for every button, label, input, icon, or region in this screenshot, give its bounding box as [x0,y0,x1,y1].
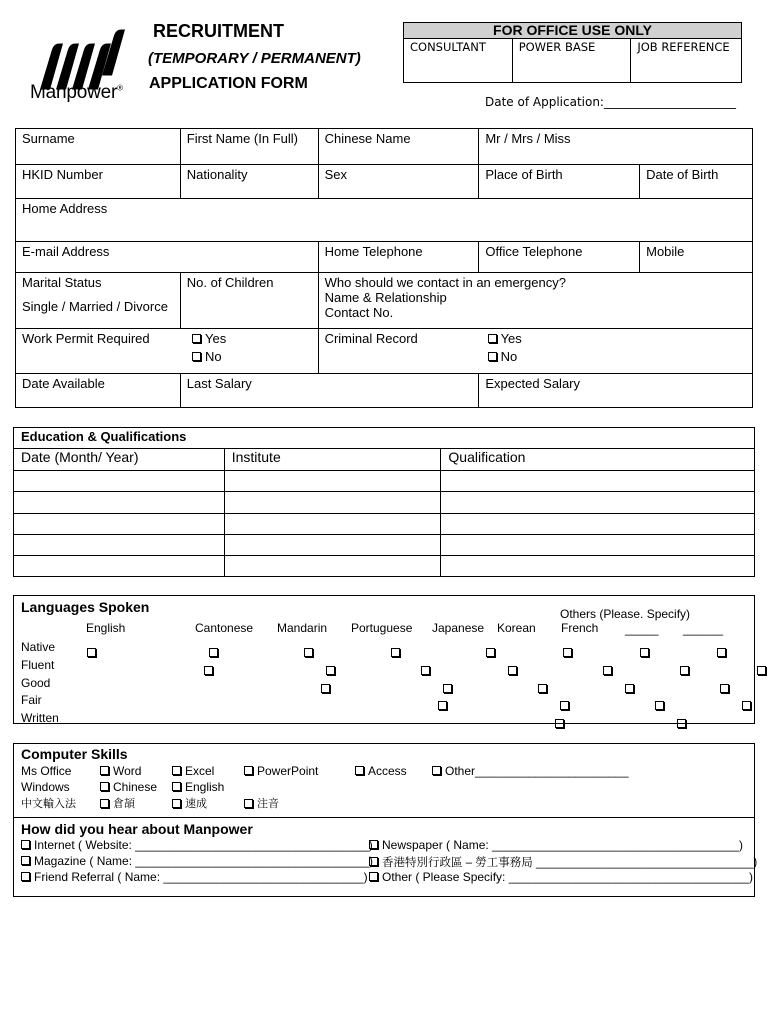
edu-cell[interactable] [224,534,441,555]
edu-cell[interactable] [441,471,755,492]
mobile-field[interactable]: Mobile [640,242,753,273]
language-level-1: Fluent [21,658,55,672]
language-col-0: English [86,621,126,635]
checkbox-icon[interactable] [100,766,109,775]
checkbox-icon[interactable] [438,701,447,710]
emergency-name-label: Name & Relationship [324,290,447,305]
office-consultant-field[interactable]: CONSULTANT [404,39,513,83]
checkbox-icon[interactable] [192,352,201,361]
checkbox-icon[interactable] [563,648,572,657]
title-field[interactable]: Mr / Mrs / Miss [479,129,753,165]
chinese-name-field[interactable]: Chinese Name [318,129,479,165]
checkbox-icon[interactable] [603,666,612,675]
edu-cell[interactable] [441,556,755,577]
checkbox-icon[interactable] [717,648,726,657]
checkbox-icon[interactable] [304,648,313,657]
language-col-3: Portuguese [351,621,413,635]
checkbox-icon[interactable] [100,782,109,791]
form-title: RECRUITMENT [153,21,284,41]
criminal-no[interactable]: No [488,348,522,366]
checkbox-icon[interactable] [677,719,686,728]
emergency-label: Who should we contact in an emergency? [324,275,566,290]
language-level-3: Fair [21,693,42,707]
language-col-4: Japanese [432,621,485,635]
edu-cell[interactable] [441,513,755,534]
brand-name: Manpower® [30,82,123,103]
computer-skills-title: Computer Skills [21,746,128,762]
hear-magazine[interactable]: Magazine ( Name: ___________________________________) [21,854,373,868]
expected-salary-field[interactable]: Expected Salary [479,374,753,408]
opt-other[interactable]: Other_______________________ [432,764,629,778]
office-use-title: FOR OFFICE USE ONLY [404,23,741,39]
hear-other[interactable]: Other ( Please Specify: ____________________________________) [369,870,753,884]
chinese-input-label: 中文輸入法 [21,797,76,810]
place-of-birth-field[interactable]: Place of Birth [479,165,640,199]
edu-cell[interactable] [14,556,225,577]
surname-field[interactable]: Surname [16,129,181,165]
edu-cell[interactable] [14,471,225,492]
nationality-field[interactable]: Nationality [180,165,318,199]
checkbox-icon[interactable] [538,684,547,693]
edu-cell[interactable] [14,492,225,513]
checkbox-icon[interactable] [560,701,569,710]
checkbox-icon[interactable] [209,648,218,657]
checkbox-icon[interactable] [244,766,253,775]
edu-cell[interactable] [14,534,225,555]
table-row [14,556,755,577]
edu-col-institute: Institute [224,449,441,471]
checkbox-icon[interactable] [443,684,452,693]
criminal-record-label: Criminal Record [324,331,418,346]
checkbox-icon[interactable] [488,352,497,361]
hkid-field[interactable]: HKID Number [16,165,181,199]
table-row [14,471,755,492]
personal-details-table [15,128,753,408]
checkbox-icon[interactable] [625,684,634,693]
checkbox-icon[interactable] [369,872,378,881]
checkbox-icon[interactable] [508,666,517,675]
language-col-7: _____ [625,622,659,636]
language-col-8: ______ [683,622,724,636]
marital-label: Marital Status [22,275,102,290]
checkbox-icon[interactable] [757,666,766,675]
hear-labour-department[interactable]: 香港特別行政區 – 勞工事務局 __________________________________) [369,854,757,870]
edu-cell[interactable] [14,513,225,534]
checkbox-icon[interactable] [369,857,378,866]
checkbox-icon[interactable] [369,840,378,849]
checkbox-icon[interactable] [321,684,330,693]
hear-title: How did you hear about Manpower [21,821,253,837]
edu-col-qualification: Qualification [441,449,755,471]
hear-friend-referral[interactable]: Friend Referral ( Name: ______________________________) [21,870,368,884]
edu-col-date: Date (Month/ Year) [14,449,225,471]
sex-field[interactable]: Sex [318,165,479,199]
checkbox-icon[interactable] [21,840,30,849]
checkbox-icon[interactable] [720,684,729,693]
opt-powerpoint[interactable]: PowerPoint [244,764,318,778]
date-available-field[interactable]: Date Available [16,374,181,408]
languages-section [13,595,755,724]
language-level-0: Native [21,640,56,654]
languages-others-label: Others (Please. Specify) [560,607,691,621]
work-permit-field [16,329,319,374]
marital-options: Single / Married / Divorce [22,299,168,314]
checkbox-icon[interactable] [680,666,689,675]
children-field[interactable]: No. of Children [180,273,318,329]
first-name-field[interactable]: First Name (In Full) [180,129,318,165]
checkbox-icon[interactable] [172,766,181,775]
checkbox-icon[interactable] [421,666,430,675]
work-permit-label: Work Permit Required [22,331,150,346]
checkbox-icon[interactable] [100,799,109,808]
emergency-contact-label: Contact No. [324,305,394,320]
checkbox-icon[interactable] [21,856,30,865]
ms-office-label: Ms Office [21,764,72,778]
marital-status-field[interactable] [16,273,181,329]
computer-skills-section [13,743,758,897]
language-col-5: Korean [497,621,536,635]
email-field[interactable]: E-mail Address [16,242,319,273]
checkbox-icon[interactable] [192,334,201,343]
edu-cell[interactable] [224,556,441,577]
checkbox-icon[interactable] [326,666,335,675]
language-level-2: Good [21,676,51,690]
work-permit-no[interactable]: No [192,348,226,366]
checkbox-icon[interactable] [244,799,253,808]
edu-cell[interactable] [224,492,441,513]
form-heading: APPLICATION FORM [149,75,308,92]
hear-newspaper[interactable]: Newspaper ( Name: _____________________________________) [369,838,743,852]
table-row [14,492,755,513]
checkbox-icon[interactable] [655,701,664,710]
language-level-4: Written [21,711,59,725]
home-address-field[interactable]: Home Address [16,199,753,242]
criminal-yes[interactable]: Yes [488,330,522,348]
language-col-1: Cantonese [195,621,254,635]
languages-title: Languages Spoken [21,599,150,615]
checkbox-icon[interactable] [555,719,564,728]
edu-cell[interactable] [441,492,755,513]
date-of-birth-field[interactable]: Date of Birth [640,165,753,199]
checkbox-icon[interactable] [391,648,400,657]
opt-chinese[interactable]: Chinese [100,780,157,794]
opt-excel[interactable]: Excel [172,764,214,778]
date-of-application-field[interactable]: Date of Application:______________________ [485,95,736,109]
checkbox-icon[interactable] [87,648,96,657]
checkbox-icon[interactable] [432,766,441,775]
edu-cell[interactable] [441,534,755,555]
office-telephone-field[interactable]: Office Telephone [479,242,640,273]
language-col-6: French [561,621,599,635]
checkbox-icon[interactable] [355,766,364,775]
table-row [14,534,755,555]
opt-cangjie[interactable]: 倉頡 [100,795,135,811]
edu-cell[interactable] [224,471,441,492]
opt-sucheng[interactable]: 速成 [172,795,207,811]
work-permit-yes[interactable]: Yes [192,330,226,348]
windows-label: Windows [21,780,70,794]
checkbox-icon[interactable] [204,666,213,675]
section-divider [14,817,754,818]
form-subtitle: (TEMPORARY / PERMANENT) [148,50,361,67]
checkbox-icon[interactable] [488,334,497,343]
last-salary-field[interactable]: Last Salary [180,374,479,408]
office-use-box [403,22,742,83]
checkbox-icon[interactable] [172,799,181,808]
education-title: Education & Qualifications [14,428,755,449]
emergency-contact-field[interactable] [318,273,752,329]
checkbox-icon[interactable] [486,648,495,657]
opt-english[interactable]: English [172,780,224,794]
language-col-2: Mandarin [277,621,328,635]
table-row [14,513,755,534]
opt-zhuyin[interactable]: 注音 [244,795,279,811]
edu-cell[interactable] [224,513,441,534]
hear-internet[interactable]: Internet ( Website: ___________________________________) [21,838,373,852]
opt-access[interactable]: Access [355,764,407,778]
checkbox-icon[interactable] [742,701,751,710]
opt-word[interactable]: Word [100,764,141,778]
criminal-record-field [318,329,752,374]
office-jobref-field[interactable]: JOB REFERENCE [637,40,730,54]
checkbox-icon[interactable] [21,872,30,881]
checkbox-icon[interactable] [640,648,649,657]
education-table [13,427,755,577]
office-powerbase-field[interactable]: POWER BASE [513,39,632,83]
checkbox-icon[interactable] [172,782,181,791]
home-telephone-field[interactable]: Home Telephone [318,242,479,273]
